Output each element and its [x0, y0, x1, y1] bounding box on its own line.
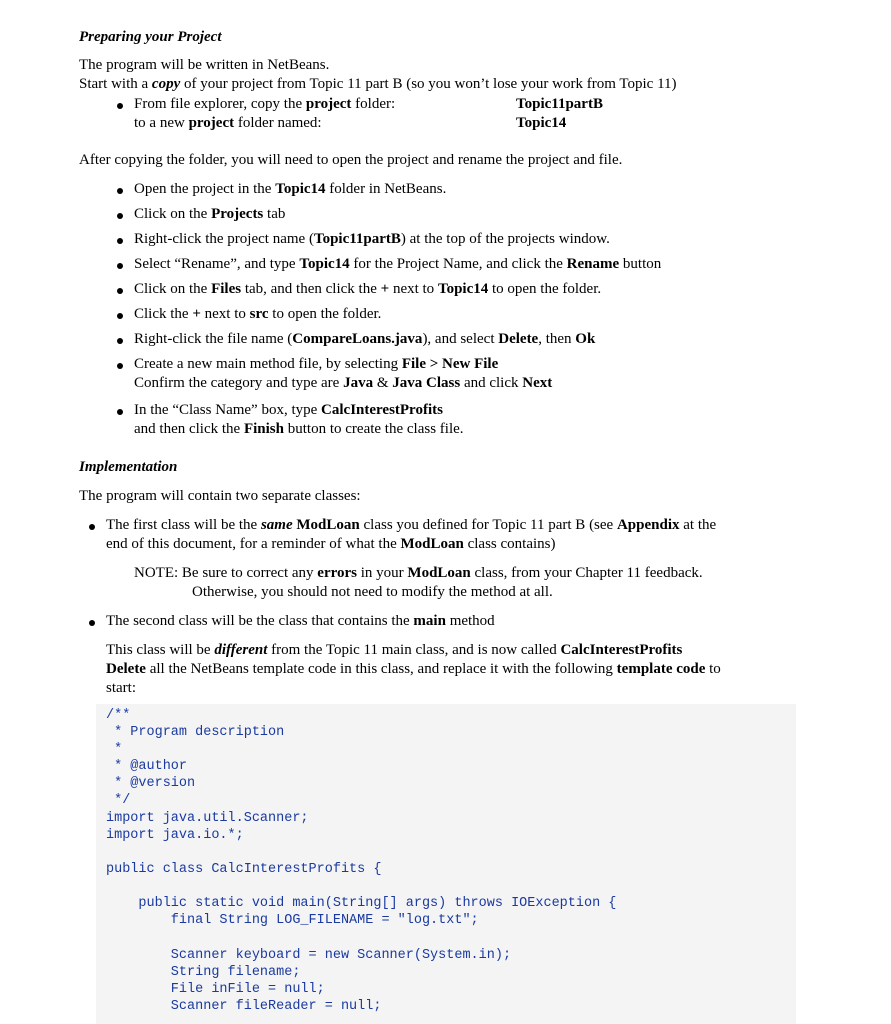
code-line: Scanner keyboard = new Scanner(System.in); [106, 948, 512, 963]
target-folder-name: Topic14 [516, 115, 567, 131]
step-right-click-project: Right-click the project name (Topic11partB) at the top of the projects window. [134, 231, 610, 247]
note-line-1: NOTE: Be sure to correct any errors in your ModLoan class, from your Chapter 11 feedback. [134, 565, 703, 581]
step-open-src: Click the + next to src to open the folder. [134, 306, 382, 322]
code-line: * @version [106, 776, 196, 791]
bullet [117, 103, 123, 109]
bullet [117, 338, 123, 344]
impl-intro: The program will contain two separate classes: [79, 488, 361, 504]
diff-line-3: start: [106, 680, 136, 696]
code-line: public class CalcInterestProfits { [106, 862, 382, 877]
bullet [89, 524, 95, 530]
bullet [117, 238, 123, 244]
after-copy-text: After copying the folder, you will need to open the project and rename the project and file. [79, 152, 623, 168]
copy-bullet-line-1: From file explorer, copy the project folder: [134, 96, 396, 112]
bullet [89, 620, 95, 626]
source-folder-name: Topic11partB [516, 96, 603, 112]
diff-line-1: This class will be different from the Topic 11 main class, and is now called CalcInterestProfits [106, 642, 683, 658]
step-projects-tab: Click on the Projects tab [134, 206, 286, 222]
step-finish: and then click the Finish button to create the class file. [134, 421, 464, 437]
code-line: * [106, 742, 123, 757]
note-line-2: Otherwise, you should not need to modify the method at all. [192, 584, 553, 600]
prep-line-2: Start with a copy of your project from Topic 11 part B (so you won’t lose your work from Topic 11) [79, 76, 677, 92]
code-line: */ [106, 793, 131, 808]
copy-bullet-line-2: to a new project folder named: [134, 115, 322, 131]
code-line: public static void main(String[] args) throws IOException { [106, 896, 617, 911]
bullet [117, 263, 123, 269]
bullet [117, 363, 123, 369]
bullet [117, 313, 123, 319]
code-line: File inFile = null; [106, 982, 325, 997]
step-rename: Select “Rename”, and type Topic14 for the Project Name, and click the Rename button [134, 256, 662, 272]
bullet [117, 288, 123, 294]
code-line: import java.io.*; [106, 828, 244, 843]
class1-line-2: end of this document, for a reminder of what the ModLoan class contains) [106, 536, 556, 552]
step-files-tab: Click on the Files tab, and then click the + next to Topic14 to open the folder. [134, 281, 602, 297]
code-line: String filename; [106, 965, 301, 980]
bullet [117, 188, 123, 194]
step-confirm-category: Confirm the category and type are Java & Java Class and click Next [134, 375, 553, 391]
code-line: Scanner fileReader = null; [106, 999, 382, 1014]
heading-preparing: Preparing your Project [79, 29, 222, 45]
bullet [117, 409, 123, 415]
heading-implementation: Implementation [79, 459, 178, 475]
code-line: * @author [106, 759, 188, 774]
bullet [117, 213, 123, 219]
class1-line-1: The first class will be the same ModLoan class you defined for Topic 11 part B (see Appendix at the [106, 517, 717, 533]
prep-line-1: The program will be written in NetBeans. [79, 57, 330, 73]
step-class-name: In the “Class Name” box, type CalcInterestProfits [134, 402, 443, 418]
code-line: * Program description [106, 725, 285, 740]
step-open-project: Open the project in the Topic14 folder in NetBeans. [134, 181, 447, 197]
diff-line-2: Delete all the NetBeans template code in this class, and replace it with the following template code to [106, 661, 721, 677]
code-line: final String LOG_FILENAME = "log.txt"; [106, 913, 479, 928]
code-line: /** [106, 708, 131, 723]
step-new-file: Create a new main method file, by selecting File > New File [134, 356, 499, 372]
step-delete-file: Right-click the file name (CompareLoans.java), and select Delete, then Ok [134, 331, 596, 347]
code-line: import java.util.Scanner; [106, 811, 309, 826]
class2-line: The second class will be the class that contains the main method [106, 613, 495, 629]
